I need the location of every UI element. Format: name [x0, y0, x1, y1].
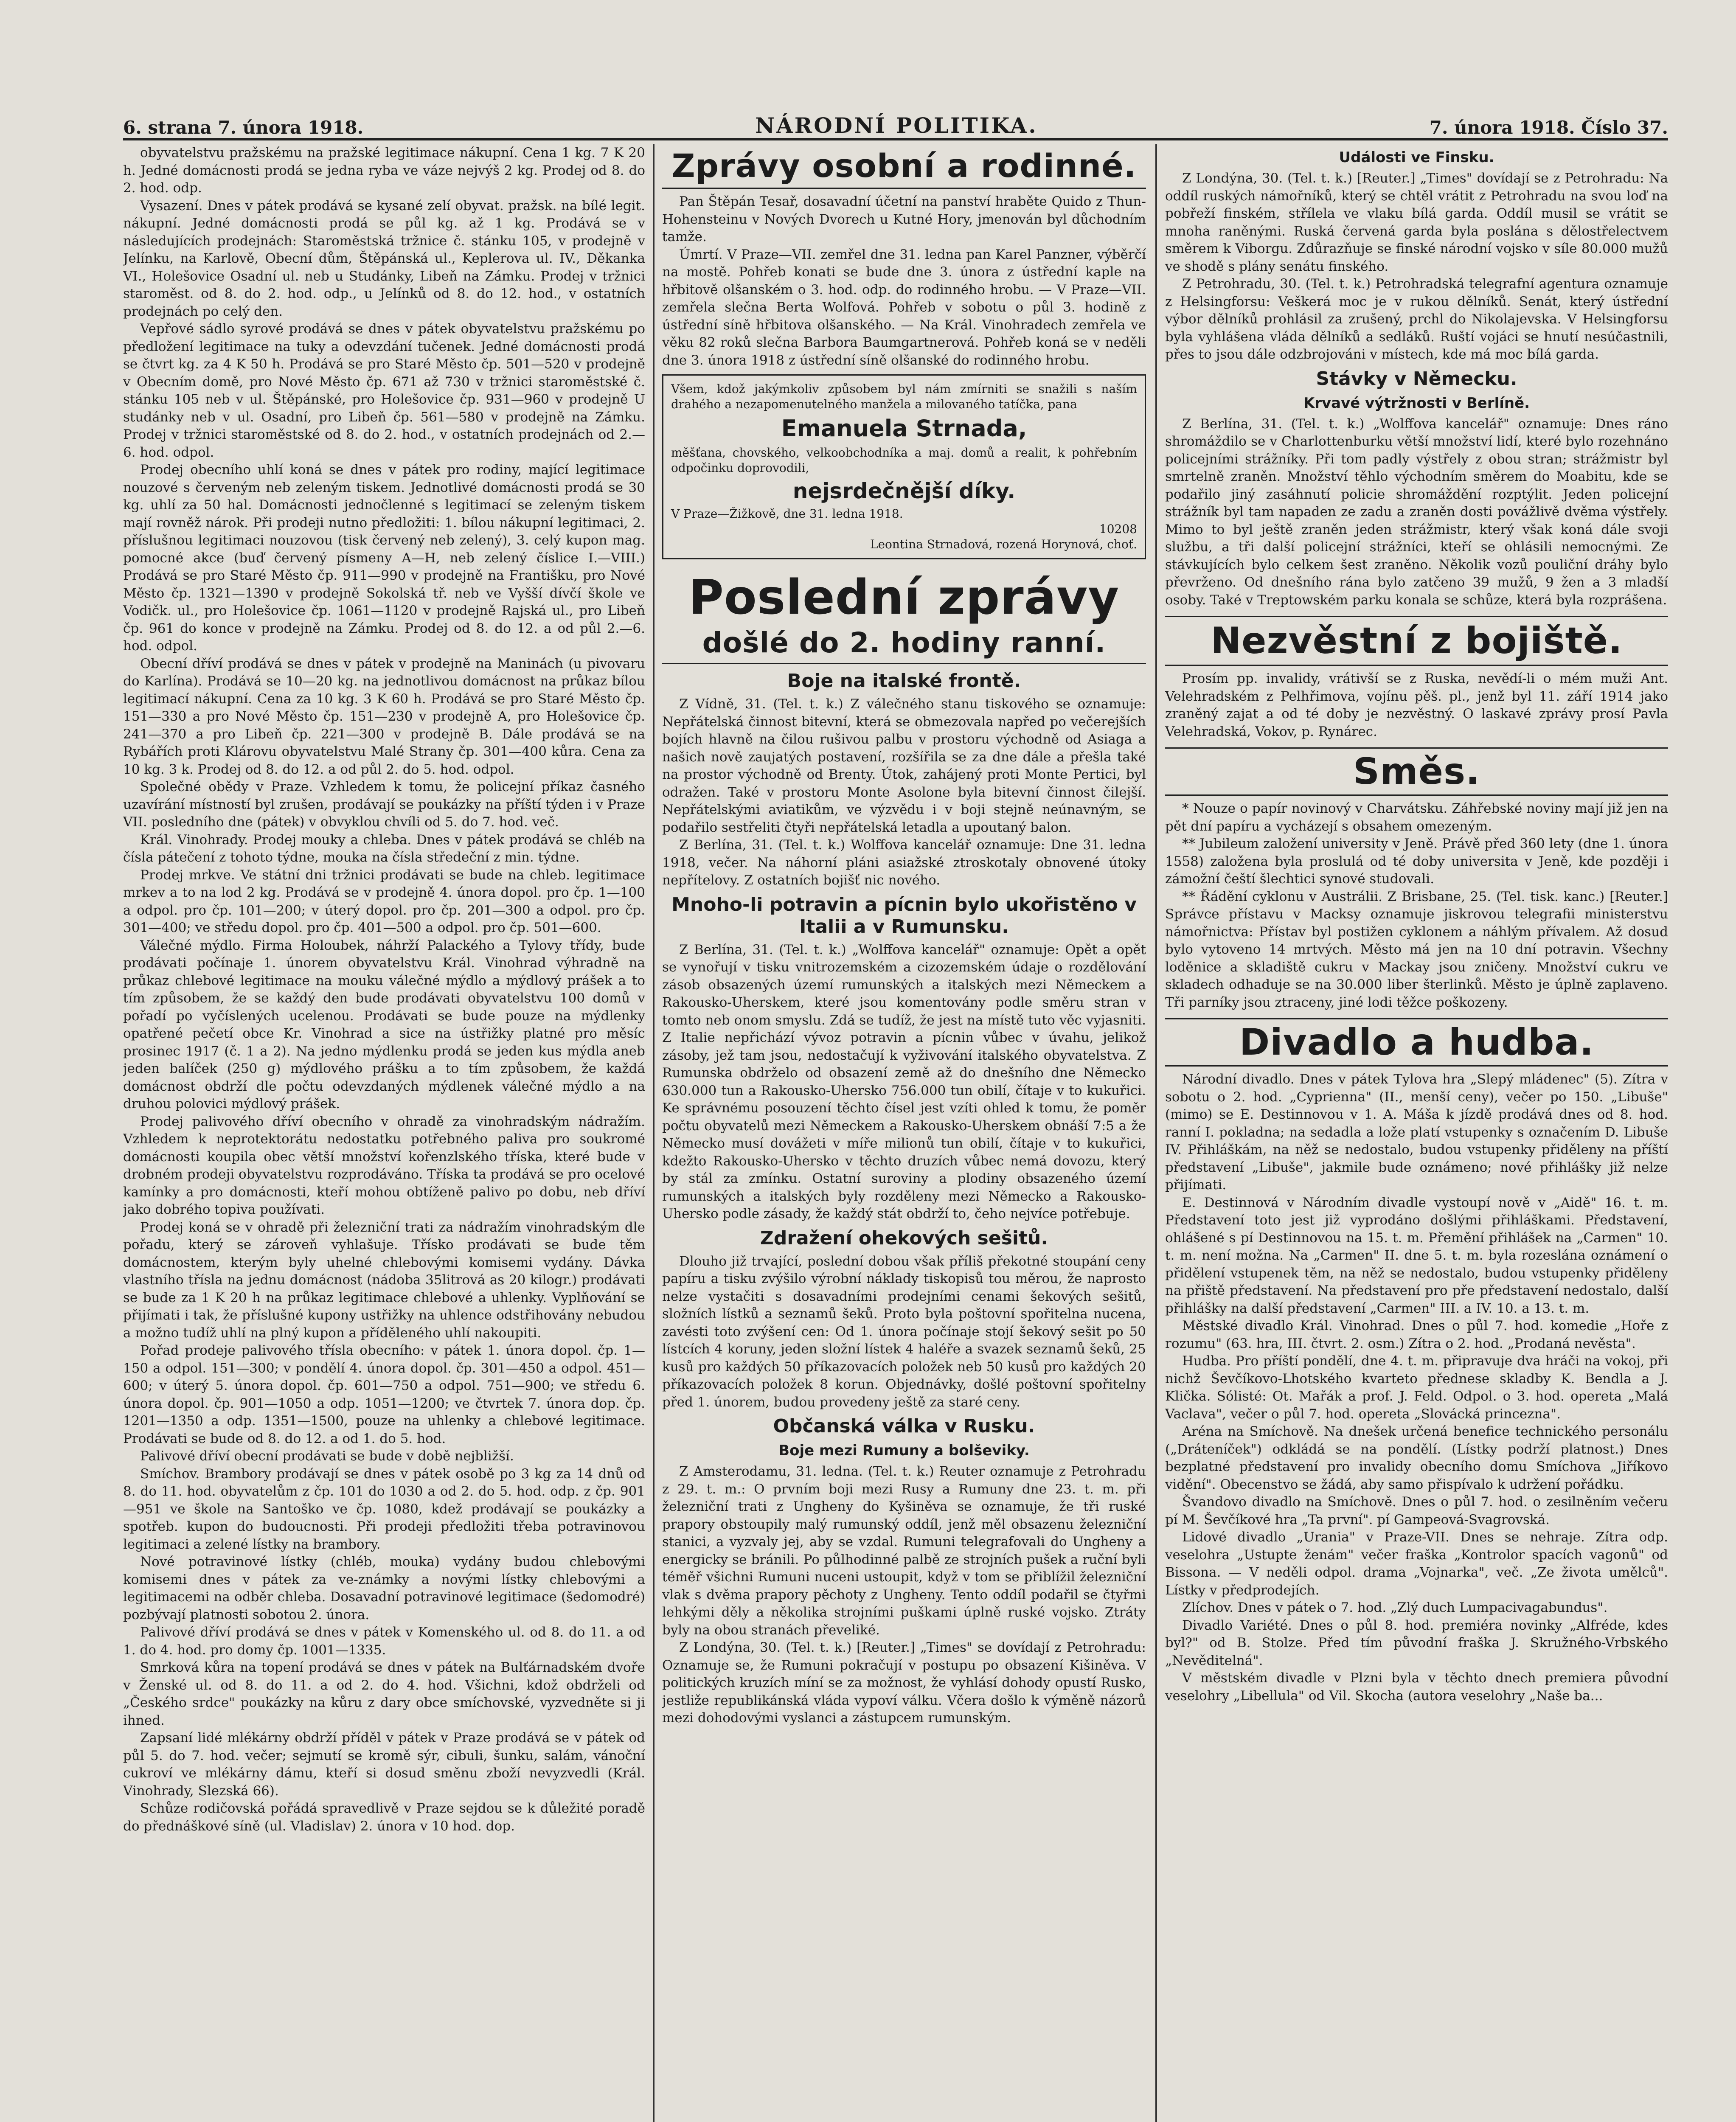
article-paragraph: Prosím pp. invalidy, vrátivší se z Ruska, nevědí-li o mém muži Ant. Velehradském z Pelhřimova, vojínu pěš. pl., jenž byl 11. září 1914 jako zraněný zajat a od té doby je nezvěstný. O laskavé zprávy prosí Pavla Velehradská, Vokov, p. Rynárec. [1165, 671, 1668, 739]
article-heading-obcanska: Občanská válka v Rusku. [773, 1415, 1035, 1437]
article-subheading-obcanska: Boje mezi Rumuny a bolševiky. [778, 1442, 1030, 1459]
article-paragraph: Národní divadlo. Dnes v pátek Tylova hra „Slepý mládenec" (5). Zítra v sobotu o 2. hod. „Cyprienna" (II., menší ceny), večer po 150. „Libuše" (mimo) se E. Destinnovou v 1. A. Máša k jízdě prodává dnes od 8. hod. ranní I. pokladna; na sedadla a lože platí vstupenky s označením D. Libuše IV. Přihláškám, na něž se nedostalo, budou vstupenky přiděleny na příští představení „Libuše", jakmile bude oznámeno; nové přihlášky již nelze přijímati. [1165, 1072, 1668, 1193]
article-paragraph: Obecní dříví prodává se dnes v pátek v prodejně na Maninách (u pivovaru do Karlína). Prodává se 10—20 kg. na jednotlivou domácnost na průkaz bílou legitimací nákupní. Cena za 10 kg. 3 K 60 h. Prodává se pro Staré Město čp. 151—330 a pro Nové Město čp. 151—230 v prodejně A, pro Holešovice čp. 241—370 a pro Libeň čp. 221—300 v prodejně B. Dále prodává se na Rybářích proti Klárovu obyvatelstvu Malé Strany čp. 301—400 kůra. Cena za 10 kg. 3 k. Prodej od 8. do 12. a od půl 2. do 5. hod. odpol. [123, 656, 645, 777]
article-paragraph: ** Řádění cyklonu v Austrálii. Z Brisbane, 25. (Tel. tisk. kanc.) [Reuter.] Správce přístavu v Macksy oznamuje jiskrovou telegrafii ministerstvu námořnictva: Přístav byl postižen cyklonem a náhlým přívalem. Až dosud bylo vytoveno 14 mrtvých. Město má jen na 10 dní potravin. Všechny loděnice a skladiště cukru v Mackay jsou zničeny. Množství cukru ve skladech odhaduje se na 30.000 liber šterlinků. Město je úplně zaplaveno. Tři parníky jsou ztraceny, jiné lodi těžce poškozeny. [1165, 889, 1668, 1010]
article-paragraph: Společné obědy v Praze. Vzhledem k tomu, že policejní příkaz časného uzavírání místností byl zrušen, prodávají se poukázky na příští týden i v Praze VII. posledního dne (pátek) v obvyklou chvíli od 5. do 7. hod. več. [123, 779, 645, 830]
newspaper-masthead: NÁRODNÍ POLITIKA. [755, 113, 1038, 138]
article-paragraph: Prodej mrkve. Ve státní dni tržnici prodávati se bude na chleb. legitimace mrkev a to na lod 2 kg. Prodává se v prodejně 4. února dopol. pro čp. 1—100 a odpol. pro čp. 101—200; v úterý dopol. pro čp. 201—300 a odpol. pro čp. 301—400; ve středu dopol. pro čp. 401—500 a odpol. pro čp. 501—600. [123, 867, 645, 935]
article-paragraph: Zlíchov. Dnes v pátek o 7. hod. „Zlý duch Lumpacivagabundus". [1182, 1600, 1608, 1615]
article-paragraph: Hudba. Pro příští pondělí, dne 4. t. m. připravuje dva hráči na vokoj, při nichž Ševčíkovo-Lhotského kvarteto přednese skladby K. Bendla a J. Klička. Sólisté: Ot. Mařák a prof. J. Feld. Odpol. o 3. hod. opereta „Malá Vaclava", večer o půl 7. hod. opereta „Slovácká princezna". [1165, 1353, 1668, 1422]
article-paragraph: Z Amsterodamu, 31. ledna. (Tel. t. k.) Reuter oznamuje z Petrohradu z 29. t. m.: O prvním boji mezi Rusy a Rumuny dne 23. t. m. při železniční trati z Ungheny do Kyšiněva se oznamuje, že tři ruské prapory obstoupily malý rumunský oddíl, jenž měl obsazenu železniční stanici, a vyzvaly jej, aby se vzdal. Rumuni telegrafovali do Ungheny a energicky se bránili. Po půlhodinné palbě ze strojních pušek a ruční byli téměř všichni Rumuni nuceni ustoupit, když v tom se přiblížil železniční vlak s dvěma prapory pěchoty z Ungheny. Tento oddíl podařil se čtyřmi lehkými děly a několika strojními puškami úplně ruské vojsko. Ztráty byly na obou stranách převeliké. [662, 1464, 1146, 1638]
header-left: 6. strana 7. února 1918. [123, 117, 364, 138]
article-paragraph: Lidové divadlo „Urania" v Praze-VII. Dnes se nehraje. Zítra odp. veselohra „Ustupte ženám" večer fraška „Kontrolor spacích vagonů" od Bissona. — V neděli odpol. drama „Vojnarka", več. „Ze života umělců". Lístky v předprodejích. [1165, 1530, 1668, 1598]
article-heading-stavky: Stávky v Německu. [1316, 368, 1517, 390]
page-header [123, 108, 1668, 140]
section-heading-nezvestni: Nezvěstní z bojiště. [1165, 616, 1668, 666]
article-paragraph: Zapsaní lidé mlékárny obdrží příděl v pátek v Praze prodává se v pátek od půl 5. do 7. hod. večer; sejmutí se kromě sýr, cibuli, šunku, salám, vánoční cukroví ve mlékárny dámu, kteří si dosud směnu zboží nevyzvedli (Král. Vinohrady, Slezská 66). [123, 1730, 645, 1799]
article-paragraph: Z Vídně, 31. (Tel. t. k.) Z válečného stanu tiskového se oznamuje: Nepřátelská činnost bitevní, která se obmezovala napřed po večerejších bojích hlavně na čilou rušivou palbu v prostoru východně od Asiaga a našich nově zaujatých postavení, rozšířila se za dne dále a přešla také na prostor východně od Brenty. Útok, zahájený proti Monte Pertici, byl odražen. Také v prostoru Monte Asolone byla bitevní činnost čilejší. Nepřátelskými aviatikům, ve výzvědu i v boji stejně neúnavným, se podařilo sestřeliti čtyři nepřátelská letadla a upoutaný balon. [662, 696, 1146, 835]
article-heading-rumunsko: Mnoho-li potravin a pícnin bylo ukořistěno v Italii a v Rumunsku. [671, 893, 1137, 937]
article-paragraph: Smrková kůra na topení prodává se dnes v pátek na Bulťárnadském dvoře v Ženské ul. od 8. do 11. a od 2. do 4. hod. Všichni, kdož obdrželi od „Českého srdce" poukázky na kůru z dary obce smíchovské, vyzvedněte si ji ihned. [123, 1660, 645, 1728]
column-rule [653, 144, 655, 2122]
notice-sign: V Praze—Žižkově, dne 31. ledna 1918. [671, 507, 903, 521]
article-heading-sesitu: Zdražení ohekových sešitů. [760, 1227, 1048, 1249]
article-paragraph: Z Petrohradu, 30. (Tel. t. k.) Petrohradská telegrafní agentura oznamuje z Helsingforsu: Veškerá moc je v rukou dělníků. Senát, který ústřední výbor dělníků prohlásil za zrušený, prchl do Nikolajevska. V Helsingforsu byla vyhlášena vláda dělníků a sedláků. Ruští vojáci se hnutí nesúčastnili, přes to jsou dále odzbrojováni v místech, kde má moc bílá garda. [1165, 276, 1668, 362]
article-paragraph: Palivové dříví obecní prodávati se bude v době nejbližší. [140, 1448, 514, 1464]
notice-intro: Všem, kdož jakýmkoliv způsobem byl nám zmírniti se snažili s naším drahého a nezapomenutelného manžela a milovaného tatíčka, pana [671, 382, 1137, 411]
article-paragraph: Z Londýna, 30. (Tel. t. k.) [Reuter.] „Times" dovídají se z Petrohradu: Na oddíl ruských námořníků, který se chtěl vrátit z Petrohradu na svou loď na pobřeží finském, střílela ve vlaku bílá garda. Oddíl musil se vrátit se mnoha raněnými. Ruská červená garda byla poslána s dělostřelectvem směrem k Viborgu. Zdůrazňuje se finské národní vojsko v síle 80.000 mužů ve shodě s plány senátu finského. [1165, 171, 1668, 274]
article-paragraph: Válečné mýdlo. Firma Holoubek, náhrží Palackého a Tylovy třídy, bude prodávati počínaje 1. únorem obyvatelstvu Král. Vinohrad výhradně na průkaz chlebové legitimace na mouku válečné mýdlo a mýdlový prášek a to tím způsobem, že se každý den bude prodávati obyvatelstvu 100 domů v pořadí po vyčíslených ucelenou. Prodávati se bude pouze na mýdlenky opatřené pečetí obce Kr. Vinohrad a sice na ústřižky platné pro měsíc prosinec 1917 (č. 1 a 2). Na jedno mýdlenku prodá se jeden kus mýdla aneb jeden balíček (250 g) mýdlového prášku a to tím způsobem, že každá domácnost obdrží dle počtu odevzdaných mýdlenek válečné mýdlo a na druhou polovici mýdlový prášek. [123, 937, 645, 1112]
notice-middle: měšťana, chovského, velkoobchodníka a maj. domů a realit, k pohřebním odpočinku doprovodili, [671, 446, 1137, 475]
article-paragraph: Aréna na Smíchově. Na dnešek určená benefice technického personálu („Dráteníček") odkládá se na pondělí. (Lístky podrží platnost.) Dnes bezplatné představení pro invalidy obecního domu Smíchova „Jiříkovo vidění". Obecenstvo se žádá, aby samo přispívalo k udržení pořádku. [1165, 1424, 1668, 1492]
article-paragraph: * Nouze o papír novinový v Charvátsku. Záhřebské noviny mají již jen na pět dní papíru a vycházejí s obsahem omezeným. [1165, 801, 1668, 834]
article-paragraph: Pořad prodeje palivového třísla obecního: v pátek 1. února dopol. čp. 1—150 a odpol. 151—300; v pondělí 4. února dopol. čp. 301—450 a odpol. 451—600; v úterý 5. února dopol. čp. 601—750 a odpol. 751—900; ve středu 6. února dopol. čp. 901—1050 a odp. 1051—1200; ve čtvrtek 7. února dop. čp. 1201—1350 a odp. 1351—1500, pouze na uhlenky a chlebové legitimace. Prodávati se bude od 8. do 12. a od 1. do 5. hod. [123, 1343, 645, 1446]
article-paragraph: Prodej koná se v ohradě při železniční trati za nádražím vinohradským dle pořadu, který se zároveň vyhlašuje. Třísko prodávati se bude těm domácnostem, kterým byly uhelné chlebovými komisemi vydány. Dávka vlastního třísla na jednu domácnost (nádoba 35litrová as 20 kilogr.) prodávati se bude za 1 K 20 h na průkaz legitimace chlebové a uhlenky. Vyplňování se přijímati i tak, že příslušné kupony ustřižky na uhlence odstřihovány nebudou a možno tudíž uhlí na plný kupon a příděleného uhlí nakoupiti. [123, 1219, 645, 1341]
article-paragraph: Palivové dříví prodává se dnes v pátek v Komenského ul. od 8. do 11. a od 1. do 4. hod. pro domy čp. 1001—1335. [123, 1625, 645, 1658]
article-heading-finsko: Události ve Finsku. [1339, 149, 1494, 166]
article-paragraph: Prodej obecního uhlí koná se dnes v pátek pro rodiny, mající legitimace nouzové s červeným neb zeleným tiskem. Jednotlivé domácnosti prodá se 30 kg. uhlí za 50 hal. Domácnosti jednočlenné s legitimací se zeleným tiskem mají rovněž nárok. Při prodeji nutno předložiti: 1. bílou nákupní legitimaci, 2. příslušnou legitimaci nouzovou (tisk červený neb zelený), 3. celý kupon mag. pomocné akce (buď červený písmeny A—H, neb zelený číslice I.—VIII.) Prodává se pro Staré Město čp. 911—990 v prodejně na Františku, pro Nové Město čp. 1321—1390 v prodejně Sokolská tř. neb ve Vyšší dívčí škole ve Vodičk. ul., pro Holešovice čp. 1061—1120 v prodejně Rajská ul., pro Libeň čp. 961 do konce v prodejně na Zámku. Prodej od 8. do 12. a od půl 2.—6. hod. odpol. [123, 462, 645, 654]
article-paragraph: Schůze rodičovská pořádá spravedlivě v Praze sejdou se k důležité poradě do přednáškové síně (ul. Vladislav) 2. února v 10 hod. dop. [123, 1801, 645, 1834]
article-paragraph: Divadlo Variété. Dnes o půl 8. hod. premiéra novinky „Alfréde, kdes byl?" od B. Stolze. Před tím původní fraška J. Skružného-Vrbského „Nevěditelná". [1165, 1617, 1668, 1668]
article-paragraph: Dlouho již trvající, poslední dobou však příliš překotné stoupání ceny papíru a tisku zvýšilo výrobní náklady tiskopisů tou měrou, že naprosto nelze vystačiti s dosavadními prodejními cenami šekových sešitů, složních lístků a seznamů šeků. Proto byla poštovní spořitelna nucena, zavésti toto zvýšení cen: Od 1. února počínaje stojí šekový sešit po 50 lístcích 4 koruny, jeden složní lístek 4 haléře a svazek seznamů šeků, 25 kusů pro každých 50 příkazovacích položek neb 50 kusů pro každých 20 příkazovacích položek 8 korun. Objednávky, došlé poštovní spořitelny před 1. únorem, budou provedeny ještě za staré ceny. [662, 1253, 1146, 1410]
column-rule [1155, 144, 1157, 2122]
column-3 [1165, 144, 1668, 2122]
article-paragraph: Smíchov. Brambory prodávají se dnes v pátek osobě po 3 kg za 14 dnů od 8. do 11. hod. obyvatelům z čp. 101 do 1030 a od 2. do 5. hod. odp. z čp. 901—951 ve škole na Santoško ve čp. 1080, kdež prodávají se poukázky a spotřeb. kupon do budoucnosti. Při prodeji předložiti třeba potravinovou legitimaci a zelené lístky na brambory. [123, 1466, 645, 1552]
article-paragraph: Nové potravinové lístky (chléb, mouka) vydány budou chlebovými komisemi dnes v pátek za ve-známky a novými lístky chlebovými a legitimacemi na odběr chleba. Dosavadní potravinové legitimace (šedomodré) pozbývají platnosti sobotou 2. února. [123, 1554, 645, 1622]
article-paragraph: Z Londýna, 30. (Tel. t. k.) [Reuter.] „Times" se dovídají z Petrohradu: Oznamuje se, že Rumuni pokračují v postupu po obsazení Kišiněva. V politických kruzích míní se za možnost, že vyhlásí dohody opustí Rusko, jestliže republikánská vláda vypoví válku. Včera došlo k výměně názorů mezi dohodovými vyslanci a zástupcem rumunským. [662, 1640, 1146, 1726]
thanks-notice [662, 374, 1146, 559]
article-subheading-stavky: Krvavé výtržnosti v Berlíně. [1303, 394, 1530, 412]
article-paragraph: Král. Vinohrady. Prodej mouky a chleba. Dnes v pátek prodává se chléb na čísla pátečení z tohoto týdne, mouka na čísla středeční z min. týdne. [123, 832, 645, 865]
section-heading-smes: Směs. [1165, 747, 1668, 796]
article-paragraph: Pan Štěpán Tesař, dosavadní účetní na panství hraběte Quido z Thun-Hohensteinu v Nových Dvorech u Kutné Hory, jmenován byl důchodním tamže. [662, 194, 1146, 244]
header-right: 7. února 1918. Číslo 37. [1429, 117, 1668, 138]
column-2 [662, 144, 1146, 2122]
article-paragraph: V městském divadle v Plzni byla v těchto dnech premiera původní veselohry „Libellula" od Vil. Skocha (autora veselohry „Naše ba... [1165, 1670, 1668, 1704]
section-heading-posledni: Poslední zprávy [688, 570, 1120, 625]
article-paragraph: Městské divadlo Král. Vinohrad. Dnes o půl 7. hod. komedie „Hoře z rozumu" (63. hra, III. čtvrt. 2. osm.) Zítra o 2. hod. „Prodaná nevěsta". [1165, 1318, 1668, 1351]
notice-thanks: nejsrdečnější díky. [792, 479, 1016, 503]
article-paragraph: Z Berlína, 31. (Tel. t. k.) „Wolffova kancelář" oznamuje: Dnes ráno shromáždilo se v Charlottenburku větší množství lidí, které bylo rozehnáno policejními strážníky. Při tom padly výstřely z obou stran; strážmistr byl smrtelně zraněn. Množství těhlo východním směrem do Moabitu, kde se podařilo jiný zasáhnutí policie shromáždění rozptýlit. Jeden policejní strážník byl tam napaden ze zadu a zraněn dosti povážlivě dvěma výstřely. Mimo to byl ještě zraněn jeden strážmistr, který však koná dále svoji službu, a tři další policejní strážníci, kteří se ohlásili nemocnými. Ze stávkujících bylo celkem šest zraněno. Několik vozů pouliční dráhy bylo převrženo. Od dnešního rána bylo zatčeno 39 mužů, 9 žen a 3 mladší osoby. Také v Treptowském parku konala se schůze, která byla rozprášena. [1165, 416, 1668, 608]
notice-name: Emanuela Strnada, [781, 415, 1027, 442]
article-paragraph: Švandovo divadlo na Smíchově. Dnes o půl 7. hod. o zesilněním večeru pí M. Ševčíkové hra „Ta první". pí Gampeová-Svagrovská. [1165, 1494, 1668, 1527]
notice-signer: Leontina Strnadová, rozená Horynová, choť. [870, 537, 1137, 551]
notice-code: 10208 [1099, 522, 1137, 536]
section-heading-divadlo: Divadlo a hudba. [1165, 1018, 1668, 1067]
article-paragraph: E. Destinnová v Národním divadle vystoupí nově v „Aidě" 16. t. m. Představení toto jest již vyprodáno došlými přihláškami. Představení, ohlášené s pí Destinnovou na 15. t. m. Přemění přihlášek na „Carmen" 10. t. m. není možna. Na „Carmen" II. dne 5. t. m. byla rozeslána oznámení o přidělení vstupenek těm, na něž se nedostalo, budou vstupenky přiděleny na přiště představení. Na představení pro pře představení nedostalo, další přihlášky na další představení „Carmen" III. a IV. 10. a 13. t. m. [1165, 1195, 1668, 1316]
article-paragraph: Vepřové sádlo syrové prodává se dnes v pátek obyvatelstvu pražskému po předložení legitimace na tuky a odevzdání tučenek. Jedné domácnosti prodá se čtvrt kg. za 4 K 50 h. Prodává se pro Staré Město čp. 501—520 v prodejně v Obecním domě, pro Nové Město čp. 671 až 730 v tržnici staroměstské č. stánku 105 neb v ul. Štěpánské, pro Holešovice čp. 931—960 v prodejně U studánky neb v ul. Osadní, pro Libeň čp. 561—580 v prodejně na Zámku. Prodej v tržnici staroměstské od 8. do 2. hod., v ostatních prodejnách od 2.—6. hod. odpol. [123, 321, 645, 460]
article-paragraph: Prodej palivového dříví obecního v ohradě za vinohradským nádražím. Vzhledem k neprotektorátu nedostatku potřebného paliva pro soukromé domácnosti koupila obec větší množství kořenzlského tříska, které bude v drobném prodeji obyvatelstvu rozprodáváno. Tříska ta prodává se pro ocelové kamínky a pro domácnosti, kteří mohou obtíženě palivo po dobu, neb dříví jako dobrého topiva používati. [123, 1114, 645, 1217]
article-paragraph: Vysazení. Dnes v pátek prodává se kysané zelí obyvat. pražsk. na bílé legit. nákupní. Jedné domácnosti prodá se půl kg. až 1 kg. Prodává se v následujících prodejnách: Staroměstská tržnice č. stánku 105, v prodejně v Jelínku, na Karlově, Obecní dům, Štěpánská ul., Keplerova ul. IV., Děkanka VI., Holešovice Osadní ul. neb u Studánky, Libeň na Zámku. Prodej v tržnici staroměst. od 8. do 2. hod. odp., u Jelínků od 8. do 12. hod., v ostatních prodejnách po celý den. [123, 198, 645, 319]
section-subheading-posledni: došlé do 2. hodiny ranní. [662, 627, 1146, 664]
article-paragraph: ** Jubileum založení university v Jeně. Právě před 360 lety (dne 1. února 1558) založena byla proslulá od té doby universita v Jeně, kde později i zámožní čeští šlechtici synové studovali. [1165, 836, 1668, 887]
column-1 [123, 144, 645, 2122]
article-paragraph: Z Berlína, 31. (Tel. t. k.) „Wolffova kancelář" oznamuje: Opět a opět se vynořují v tisku vnitrozemském a cizozemském údaje o rozdělování zásob obsazených území rumunských a italských mezi Německem a Rakousko-Uherskem, které jsou komentovány podle směru stran v tomto neb onom smyslu. Zdá se tudíž, že jest na místě tuto věc vyjasniti. Z Italie nepřichází vývoz potravin a pícnin vůbec v úvahu, jelikož zásoby, jež tam jsou, nedostačují k vyživování italského obyvatelstva. Z Rumunska obdrželo od obsazení země až do dnešního dne Německo 630.000 tun a Rakousko-Uhersko 756.000 tun obilí, čítaje v to kukuřici. Ke správnému posouzení těchto čísel jest vzíti ohled k tomu, že poměr počtu obyvatelů mezi Německem a Rakousko-Uherskem obnáší 7:5 a že Německo musí dovážeti v míře milionů tun obilí, čítaje v to kukuřici, kdežto Rakousko-Uhersko v těchto druzích vůbec nemá dovozu, který by stál za zmínku. Ostatní suroviny a plodiny obsazeného území rumunských a italských byly rozděleny mezi Německo a Rakousko-Uhersko podle zásady, že každý stát obdrží to, čeho nejvíce potřebuje. [662, 942, 1146, 1221]
article-paragraph: obyvatelstvu pražskému na pražské legitimace nákupní. Cena 1 kg. 7 K 20 h. Jedné domácnosti prodá se jedna ryba ve váze nejvýš 2 kg. Prodej od 8. do 2. hod. odp. [123, 145, 645, 196]
article-paragraph: Úmrtí. V Praze—VII. zemřel dne 31. ledna pan Karel Panzner, výběrčí na mostě. Pohřeb konati se bude dne 3. února z ústřední kaple na hřbitově olšanském o 3. hod. odp. do rodinného hrobu. — V Praze—VII. zemřela slečna Berta Wolfová. Pohřeb v sobotu o půl 3. hodině z ústřední síně hřbitova olšanského. — Na Král. Vinohradech zemřela ve věku 82 roků slečna Barbora Baumgartnerová. Pohřeb koná se v neděli dne 3. února 1918 z ústřední síně olšanské do rodinného hrobu. [662, 247, 1146, 368]
section-heading-osobni: Zprávy osobní a rodinné. [662, 148, 1146, 189]
article-heading-italska: Boje na italské frontě. [787, 670, 1021, 692]
article-paragraph: Z Berlína, 31. (Tel. t. k.) Wolffova kancelář oznamuje: Dne 31. ledna 1918, večer. Na náhorní pláni asiažské ztroskotaly obnovené útoky nepřítelovy. Z ostatních bojišť nic nového. [662, 837, 1146, 888]
